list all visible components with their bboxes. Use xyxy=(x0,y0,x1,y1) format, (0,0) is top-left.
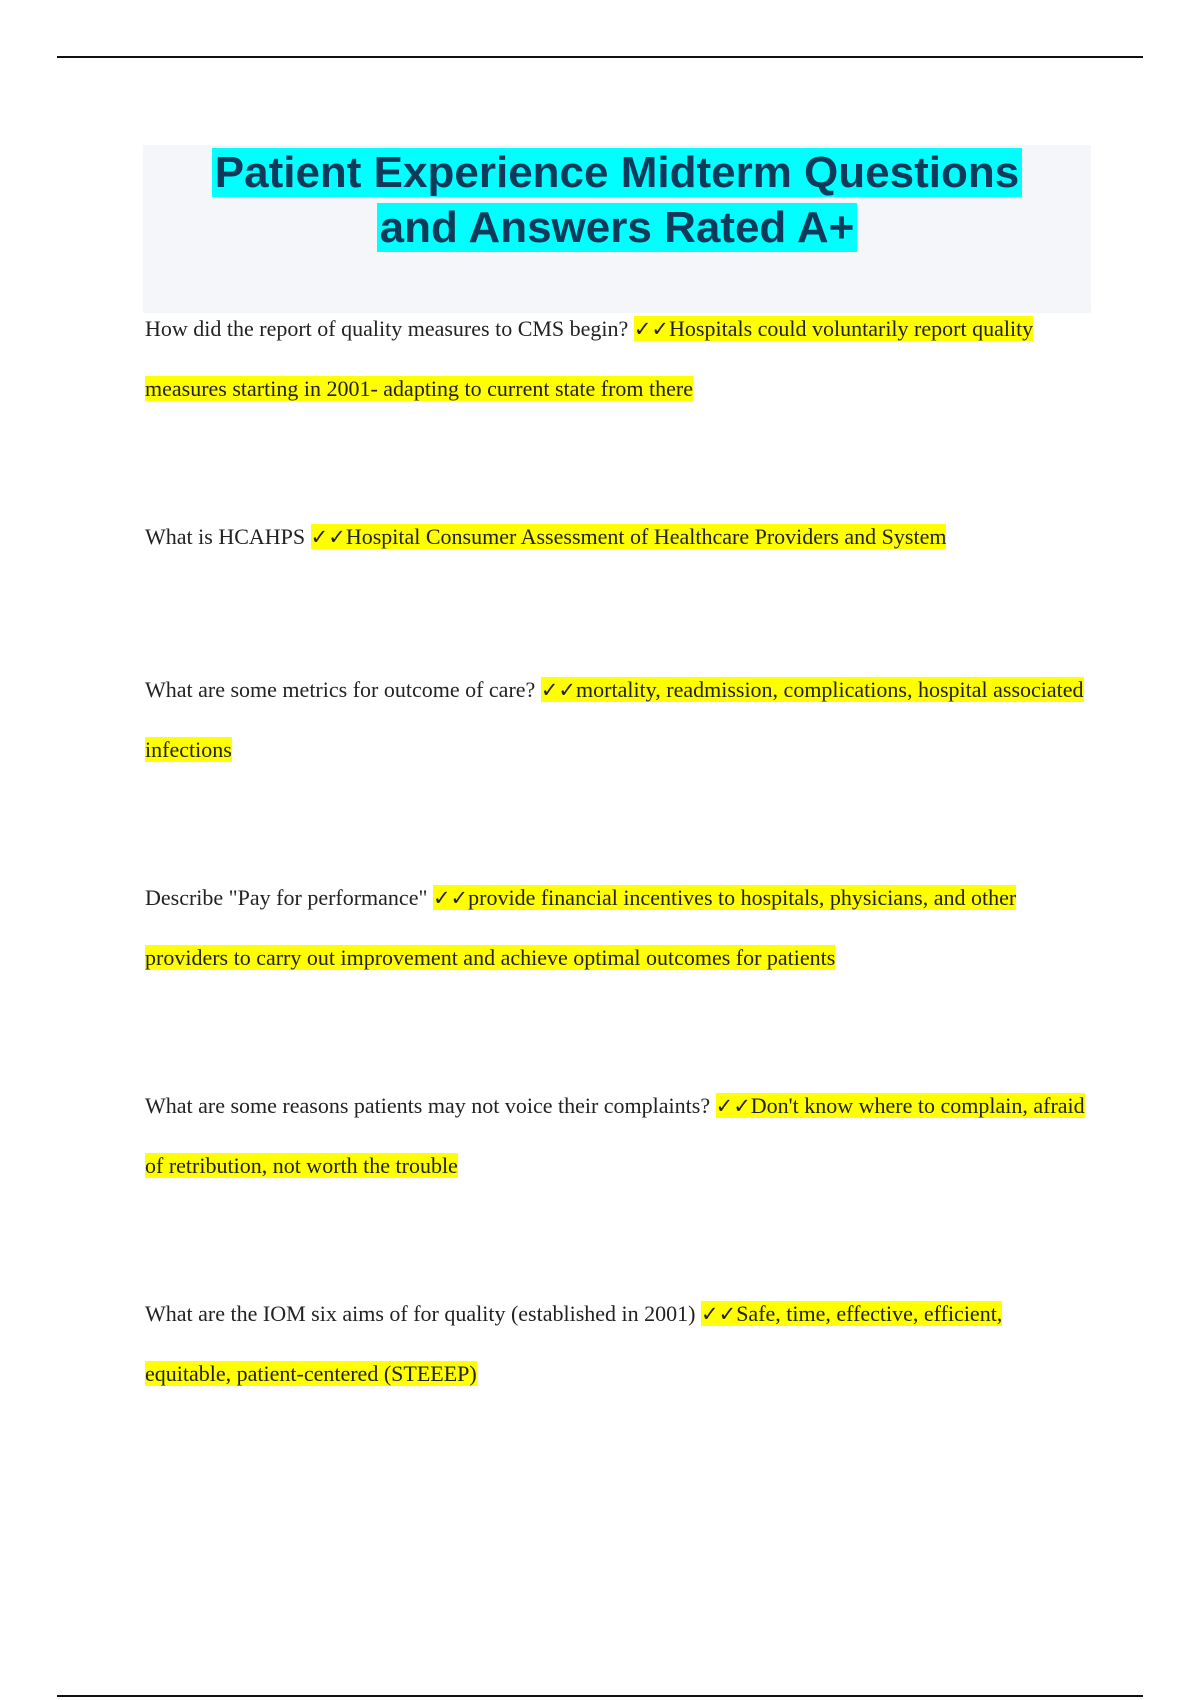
answer-text: Safe, time, effective, efficient, equitable, patient-centered (STEEEP) xyxy=(145,1301,1003,1386)
answer-text: Hospital Consumer Assessment of Healthcare Providers and System xyxy=(345,524,947,549)
check-icon: ✓✓ xyxy=(700,1302,737,1326)
qa-item xyxy=(145,868,1085,988)
qa-item xyxy=(145,1076,1085,1196)
top-rule xyxy=(57,56,1143,58)
answer-text: mortality, readmission, complications, hospital associated infections xyxy=(145,677,1084,762)
check-icon: ✓✓ xyxy=(540,678,577,702)
question-text: Describe "Pay for performance" xyxy=(145,885,428,910)
page-title xyxy=(143,145,1091,255)
question-text: What is HCAHPS xyxy=(145,524,306,549)
check-icon: ✓✓ xyxy=(432,886,469,910)
qa-item xyxy=(145,1284,1085,1404)
qa-item xyxy=(145,660,1085,780)
check-icon: ✓✓ xyxy=(633,317,670,341)
bottom-rule xyxy=(57,1695,1143,1697)
title-line-2: and Answers Rated A+ xyxy=(377,203,858,252)
answer-text: Hospitals could voluntarily report quality measures starting in 2001- adapting to current state from there xyxy=(145,316,1034,401)
check-icon: ✓✓ xyxy=(715,1094,751,1118)
title-line-1: Patient Experience Midterm Questions xyxy=(212,148,1022,197)
question-text: What are some metrics for outcome of care? xyxy=(145,677,536,702)
answer-text: provide financial incentives to hospitals, physicians, and other providers to carry out improvement and achieve optimal outcomes for patients xyxy=(145,885,1017,970)
title-box xyxy=(143,145,1091,313)
answer-text: Don't know where to complain, afraid of retribution, not worth the trouble xyxy=(145,1093,1085,1178)
question-text: What are some reasons patients may not voice their complaints? xyxy=(145,1093,711,1118)
question-text: How did the report of quality measures to CMS begin? xyxy=(145,316,629,341)
qa-item xyxy=(145,507,1085,567)
question-text: What are the IOM six aims of for quality (established in 2001) xyxy=(145,1301,696,1326)
qa-item xyxy=(145,299,1085,419)
check-icon: ✓✓ xyxy=(310,525,346,549)
